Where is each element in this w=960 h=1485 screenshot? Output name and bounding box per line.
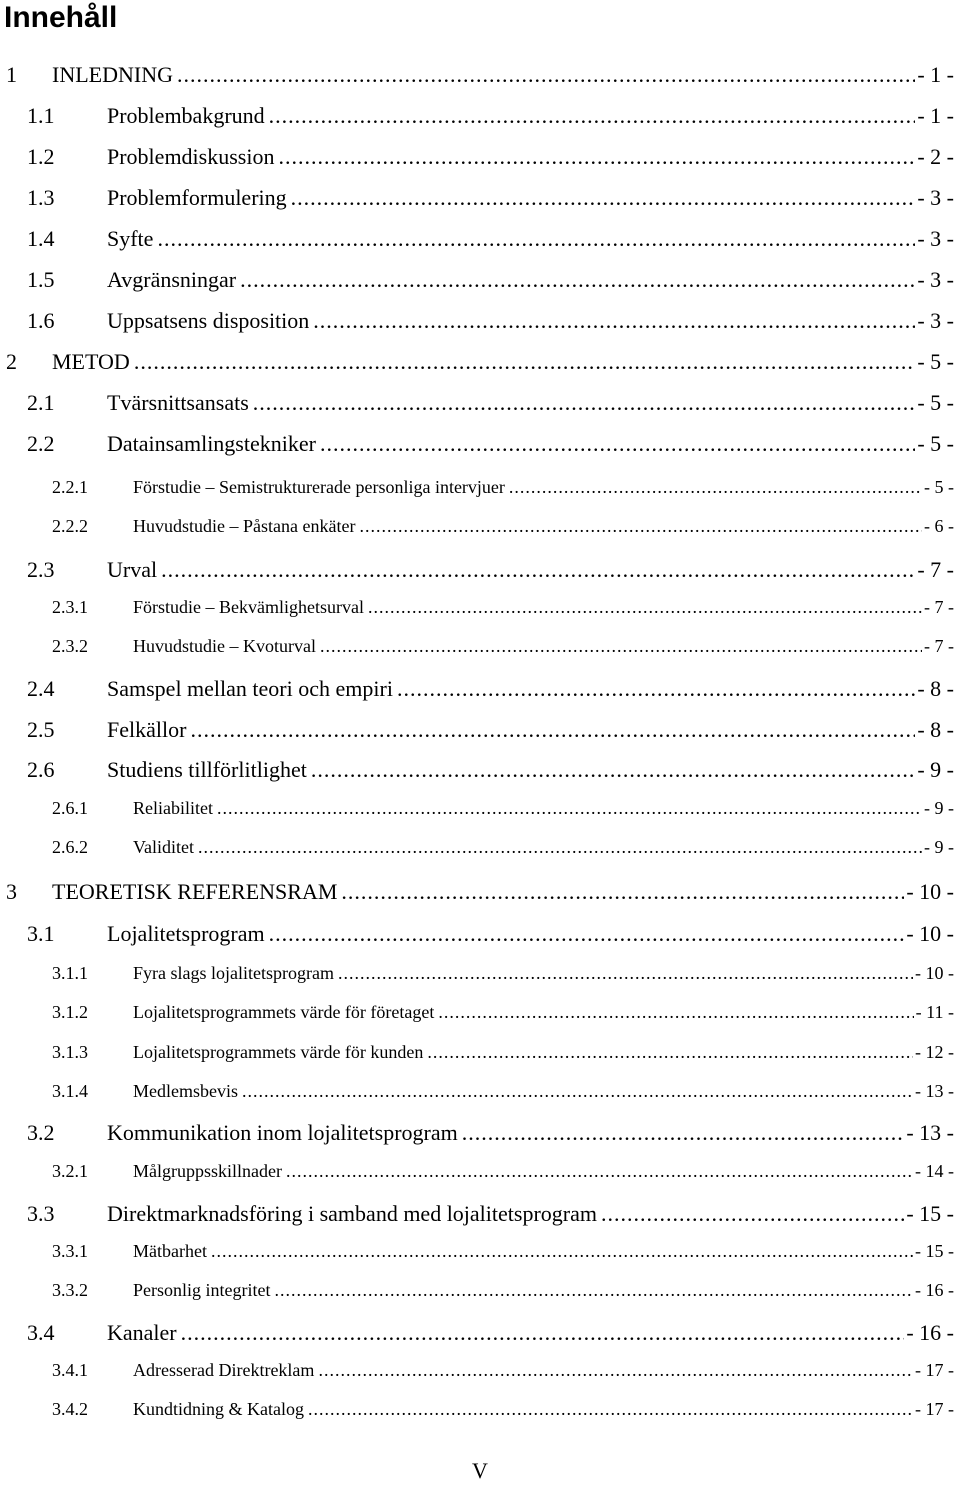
toc-entry-title: Adresserad Direktreklam	[133, 1360, 315, 1380]
toc-dot-leader	[320, 431, 915, 457]
toc-entry[interactable]	[0, 636, 960, 657]
toc-entry[interactable]	[0, 1201, 960, 1227]
toc-entry-title: Kanaler	[107, 1320, 177, 1345]
toc-entry-page: - 10 -	[906, 921, 954, 946]
toc-entry-page: - 1 -	[917, 103, 954, 128]
toc-entry-number: 3.1	[27, 921, 55, 946]
toc-entry-number: 1.3	[27, 185, 55, 210]
toc-entry-title: Medlemsbevis	[133, 1081, 238, 1101]
toc-entry[interactable]	[0, 267, 960, 293]
toc-entry[interactable]	[0, 144, 960, 170]
toc-entry-title: Lojalitetsprogrammets värde för kunden	[133, 1042, 424, 1062]
toc-entry[interactable]	[0, 557, 960, 583]
toc-dot-leader	[320, 636, 922, 657]
toc-entry[interactable]	[0, 431, 960, 457]
toc-entry-page: - 7 -	[924, 597, 954, 617]
toc-entry-title: Avgränsningar	[107, 267, 237, 292]
toc-dot-leader	[308, 1399, 913, 1420]
toc-entry-number: 3.3.1	[52, 1241, 88, 1261]
toc-entry-page: - 9 -	[917, 757, 954, 782]
toc-entry[interactable]	[0, 1241, 960, 1262]
toc-entry-title: Fyra slags lojalitetsprogram	[133, 963, 334, 983]
toc-entry-number: 1.1	[27, 103, 55, 128]
toc-dot-leader	[341, 879, 904, 905]
toc-entry[interactable]	[0, 963, 960, 984]
toc-entry[interactable]	[0, 597, 960, 618]
toc-entry-number: 1.2	[27, 144, 55, 169]
toc-entry-number: 2.5	[27, 717, 55, 742]
toc-entry[interactable]	[0, 390, 960, 416]
toc-entry-title: Problemformulering	[107, 185, 287, 210]
toc-entry-title: Lojalitetsprogrammets värde för företaget	[133, 1002, 435, 1022]
toc-entry-number: 2.3	[27, 557, 55, 582]
toc-entry-number: 2.2	[27, 431, 55, 456]
toc-entry-title: Mätbarhet	[133, 1241, 207, 1261]
toc-dot-leader	[161, 557, 915, 583]
toc-dot-leader	[274, 1280, 913, 1301]
toc-entry-title: Urval	[107, 557, 158, 582]
toc-entry-title: TEORETISK REFERENSRAM	[52, 879, 338, 904]
toc-entry[interactable]	[0, 837, 960, 858]
toc-entry-number: 3.4	[27, 1320, 55, 1345]
toc-entry-page: - 10 -	[915, 963, 954, 983]
toc-entry-number: 2.6.2	[52, 837, 88, 857]
toc-dot-leader	[397, 676, 915, 702]
toc-entry-page: - 5 -	[917, 349, 954, 374]
toc-dot-leader	[462, 1120, 905, 1146]
toc-dot-leader	[438, 1002, 913, 1023]
toc-entry-page: - 13 -	[915, 1081, 954, 1101]
toc-entry[interactable]	[0, 1002, 960, 1023]
toc-entry[interactable]	[0, 1399, 960, 1420]
toc-entry[interactable]	[0, 1042, 960, 1063]
toc-entry-page: - 17 -	[915, 1360, 954, 1380]
toc-dot-leader	[318, 1360, 913, 1381]
toc-entry-page: - 3 -	[917, 185, 954, 210]
toc-entry-number: 3.2.1	[52, 1161, 88, 1181]
toc-dot-leader	[240, 267, 915, 293]
toc-entry-number: 2.3.1	[52, 597, 88, 617]
toc-entry-number: 3.3.2	[52, 1280, 88, 1300]
toc-entry-page: - 14 -	[915, 1161, 954, 1181]
toc-entry-page: - 17 -	[915, 1399, 954, 1419]
toc-entry-page: - 10 -	[906, 879, 954, 904]
page-number-footer: V	[472, 1458, 488, 1483]
page-heading: Innehåll	[4, 1, 118, 34]
toc-dot-leader	[368, 597, 922, 618]
toc-entry-number: 3.4.2	[52, 1399, 88, 1419]
toc-entry-page: - 3 -	[917, 267, 954, 292]
toc-entry[interactable]	[0, 798, 960, 819]
toc-entry-page: - 15 -	[906, 1201, 954, 1226]
toc-entry-page: - 3 -	[917, 226, 954, 251]
toc-dot-leader	[359, 516, 922, 537]
toc-entry-page: - 16 -	[915, 1280, 954, 1300]
toc-entry[interactable]	[0, 226, 960, 252]
toc-entry[interactable]	[0, 308, 960, 334]
toc-entry-number: 2.2.2	[52, 516, 88, 536]
toc-entry[interactable]	[0, 879, 960, 905]
toc-entry-page: - 15 -	[915, 1241, 954, 1261]
toc-entry-title: Tvärsnittsansats	[107, 390, 249, 415]
toc-entry-page: - 3 -	[917, 308, 954, 333]
toc-entry-number: 3.3	[27, 1201, 55, 1226]
toc-entry-number: 3.1.3	[52, 1042, 88, 1062]
toc-entry-number: 2.6	[27, 757, 55, 782]
toc-entry[interactable]	[0, 1081, 960, 1102]
toc-dot-leader	[338, 963, 913, 984]
toc-entry-title: METOD	[52, 349, 130, 374]
toc-entry-number: 1.6	[27, 308, 55, 333]
toc-dot-leader	[181, 1320, 905, 1346]
toc-entry[interactable]	[0, 516, 960, 537]
toc-entry[interactable]	[0, 1161, 960, 1182]
toc-dot-leader	[269, 921, 905, 947]
toc-entry-title: Samspel mellan teori och empiri	[107, 676, 393, 701]
toc-entry-title: Reliabilitet	[133, 798, 213, 818]
toc-entry[interactable]	[0, 717, 960, 743]
toc-entry-number: 2.3.2	[52, 636, 88, 656]
toc-entry[interactable]	[0, 349, 960, 375]
toc-entry-page: - 9 -	[924, 837, 954, 857]
toc-dot-leader	[311, 757, 916, 783]
toc-entry-page: - 1 -	[917, 62, 954, 87]
toc-entry-title: Direktmarknadsföring i samband med lojalitetsprogram	[107, 1201, 597, 1226]
toc-entry-title: Studiens tillförlitlighet	[107, 757, 307, 782]
toc-entry[interactable]	[0, 477, 960, 498]
toc-entry-title: Validitet	[133, 837, 194, 857]
toc-entry[interactable]	[0, 103, 960, 129]
toc-dot-leader	[253, 390, 916, 416]
toc-dot-leader	[211, 1241, 913, 1262]
toc-dot-leader	[217, 798, 922, 819]
toc-dot-leader	[242, 1081, 913, 1102]
toc-entry-title: INLEDNING	[52, 62, 173, 87]
toc-entry[interactable]	[0, 676, 960, 702]
toc-entry-page: - 5 -	[917, 431, 954, 456]
toc-entry-title: Personlig integritet	[133, 1280, 271, 1300]
toc-entry-title: Uppsatsens disposition	[107, 308, 310, 333]
toc-entry-page: - 2 -	[917, 144, 954, 169]
toc-dot-leader	[509, 477, 922, 498]
toc-entry-title: Förstudie – Semistrukturerade personliga intervjuer	[133, 477, 505, 497]
toc-entry-page: - 11 -	[915, 1002, 954, 1022]
toc-dot-leader	[291, 185, 916, 211]
toc-entry-number: 3.2	[27, 1120, 55, 1145]
toc-entry-page: - 9 -	[924, 798, 954, 818]
toc-dot-leader	[313, 308, 915, 334]
toc-entry-number: 2.1	[27, 390, 55, 415]
toc-entry-title: Målgruppsskillnader	[133, 1161, 282, 1181]
toc-entry-page: - 13 -	[906, 1120, 954, 1145]
toc-entry-number: 3.1.1	[52, 963, 88, 983]
toc-entry-title: Problembakgrund	[107, 103, 265, 128]
toc-entry-number: 1	[6, 62, 17, 87]
toc-entry-page: - 7 -	[917, 557, 954, 582]
toc-entry-page: - 8 -	[917, 717, 954, 742]
toc-entry-title: Huvudstudie – Kvoturval	[133, 636, 316, 656]
toc-entry-title: Huvudstudie – Påstana enkäter	[133, 516, 356, 536]
toc-entry-number: 3.1.2	[52, 1002, 88, 1022]
toc-dot-leader	[286, 1161, 913, 1182]
toc-entry-number: 2.6.1	[52, 798, 88, 818]
toc-entry-page: - 6 -	[924, 516, 954, 536]
toc-entry-number: 3	[6, 879, 17, 904]
toc-entry[interactable]	[0, 1280, 960, 1301]
toc-entry[interactable]	[0, 921, 960, 947]
toc-entry-title: Kommunikation inom lojalitetsprogram	[107, 1120, 458, 1145]
toc-dot-leader	[134, 349, 916, 375]
toc-dot-leader	[278, 144, 915, 170]
toc-entry-number: 1.5	[27, 267, 55, 292]
toc-entry[interactable]	[0, 185, 960, 211]
toc-entry-title: Kundtidning & Katalog	[133, 1399, 304, 1419]
toc-entry[interactable]	[0, 1360, 960, 1381]
toc-entry[interactable]	[0, 1120, 960, 1146]
toc-entry-page: - 7 -	[924, 636, 954, 656]
toc-entry-page: - 5 -	[924, 477, 954, 497]
toc-dot-leader	[198, 837, 922, 858]
toc-entry[interactable]	[0, 757, 960, 783]
toc-entry-title: Förstudie – Bekvämlighetsurval	[133, 597, 364, 617]
toc-entry-title: Problemdiskussion	[107, 144, 275, 169]
toc-entry-page: - 5 -	[917, 390, 954, 415]
toc-entry-page: - 8 -	[917, 676, 954, 701]
toc-entry-page: - 12 -	[915, 1042, 954, 1062]
toc-entry-title: Felkällor	[107, 717, 187, 742]
toc-entry-number: 1.4	[27, 226, 55, 251]
toc-dot-leader	[269, 103, 916, 129]
toc-dot-leader	[157, 226, 915, 252]
toc-entry-number: 3.1.4	[52, 1081, 88, 1101]
toc-entry[interactable]	[0, 62, 960, 88]
toc-entry-number: 2.4	[27, 676, 55, 701]
toc-entry-number: 2	[6, 349, 17, 374]
toc-entry-title: Datainsamlingstekniker	[107, 431, 316, 456]
toc-entry-page: - 16 -	[906, 1320, 954, 1345]
toc-entry-title: Lojalitetsprogram	[107, 921, 265, 946]
toc-dot-leader	[190, 717, 915, 743]
toc-dot-leader	[601, 1201, 904, 1227]
toc-entry-number: 3.4.1	[52, 1360, 88, 1380]
toc-entry-title: Syfte	[107, 226, 154, 251]
toc-entry-number: 2.2.1	[52, 477, 88, 497]
toc-dot-leader	[177, 62, 915, 88]
toc-entry[interactable]	[0, 1320, 960, 1346]
toc-dot-leader	[427, 1042, 913, 1063]
